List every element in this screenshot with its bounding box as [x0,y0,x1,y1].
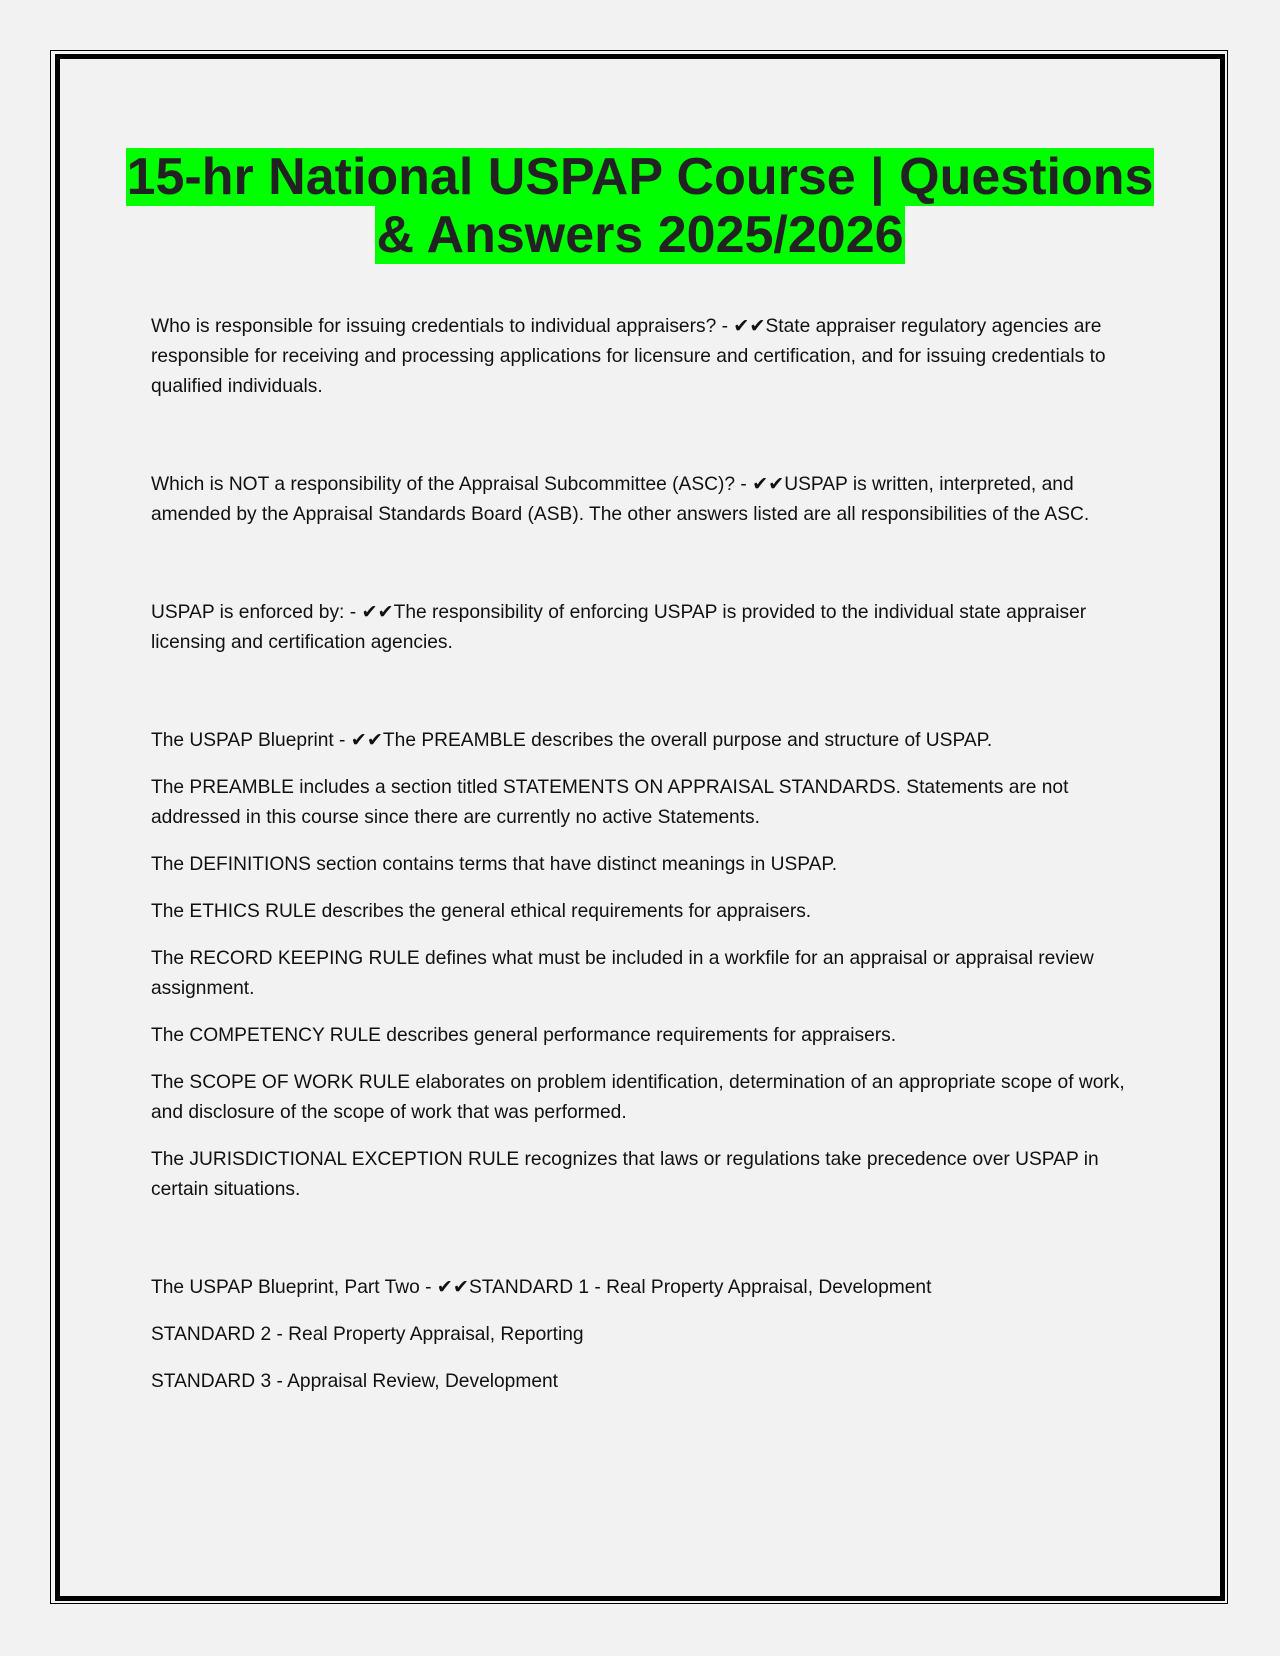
qa-paragraph: The DEFINITIONS section contains terms that have distinct meanings in USPAP. [151,854,838,875]
qa-paragraph: STANDARD 3 - Appraisal Review, Development [151,1371,559,1392]
title-line-1: 15-hr National USPAP Course | Questions [126,148,1154,206]
qa-paragraph: The ETHICS RULE describes the general ethical requirements for appraisers. [151,901,812,922]
qa-paragraph: USPAP is enforced by: - ✔✔The responsibility of enforcing USPAP is provided to the individual state appraiser licensing and certification agencies. [151,602,1087,653]
qa-paragraph: The SCOPE OF WORK RULE elaborates on problem identification, determination of an appropriate scope of work, and disclosure of the scope of work that was performed. [151,1072,1125,1123]
document-body [151,312,1136,1397]
qa-paragraph: STANDARD 2 - Real Property Appraisal, Reporting [151,1324,584,1345]
qa-paragraph: The USPAP Blueprint, Part Two - ✔✔STANDARD 1 - Real Property Appraisal, Development [151,1277,932,1298]
qa-paragraph: The COMPETENCY RULE describes general performance requirements for appraisers. [151,1025,897,1046]
qa-paragraph: The USPAP Blueprint - ✔✔The PREAMBLE describes the overall purpose and structure of USPAP. [151,730,993,751]
title-line-2: & Answers 2025/2026 [376,206,904,264]
document-title [60,148,1220,264]
qa-paragraph: The JURISDICTIONAL EXCEPTION RULE recognizes that laws or regulations take precedence over USPAP in certain situations. [151,1149,1099,1200]
qa-paragraph: Who is responsible for issuing credentials to individual appraisers? - ✔✔State appraiser regulatory agencies are responsible for receiving and processing applications for licensure and certification, and for issuing credentials to qualified individuals. [151,316,1106,397]
qa-paragraph: The RECORD KEEPING RULE defines what must be included in a workfile for an appraisal or appraisal review assignment. [151,948,1094,999]
qa-paragraph: The PREAMBLE includes a section titled STATEMENTS ON APPRAISAL STANDARDS. Statements are not addressed in this course since there are currently no active Statements. [151,777,1069,828]
qa-paragraph: Which is NOT a responsibility of the Appraisal Subcommittee (ASC)? - ✔✔USPAP is written, interpreted, and amended by the Appraisal Standards Board (ASB). The other answers listed are all responsibilities of the ASC. [151,474,1090,525]
